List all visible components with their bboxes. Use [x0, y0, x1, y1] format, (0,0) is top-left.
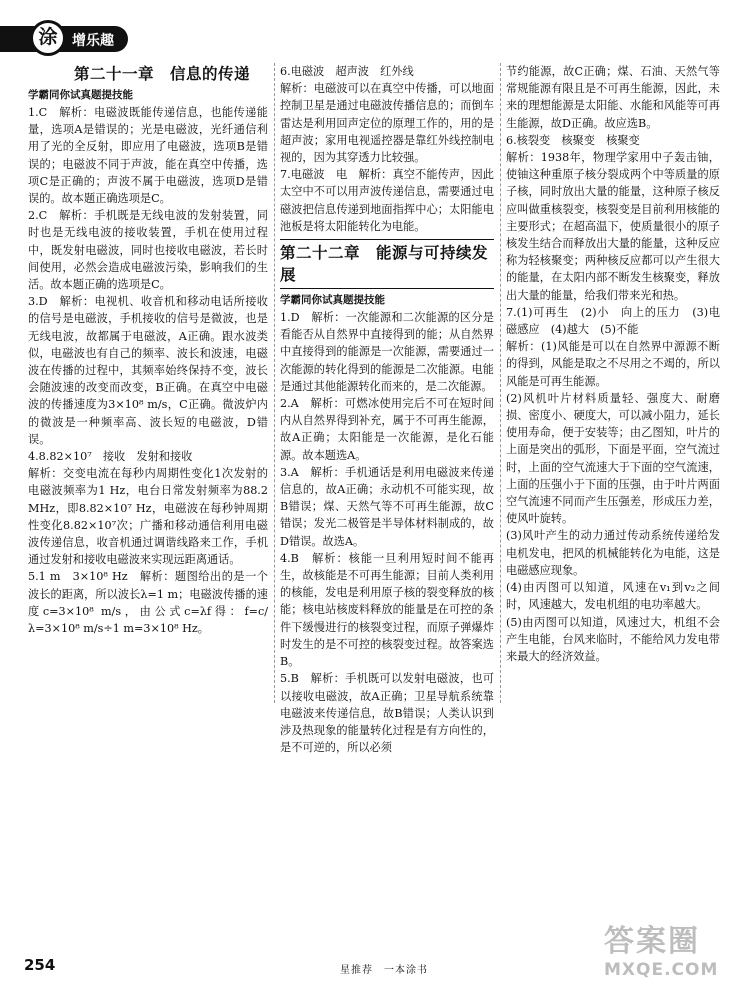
- answer-paragraph: 解析：电磁波可以在真空中传播，可以地面控制卫星是通过电磁波传播信息的；而倒车雷达是利用回声定位的原理工作的，用的是超声波；家用电视遥控器是靠红外线控制电视的，因为其穿透力比较强。: [280, 82, 494, 165]
- answer-paragraph: (4)由丙图可以知道，风速在v₁到v₂之间时，风速越大，发电机组的电功率越大。: [506, 581, 720, 612]
- answer-paragraph: 3.D 解析：电视机、收音机和移动电话所接收的信号是电磁波，手机接收的信号是微波，也是无线电波，故都属于电磁波，A正确。跟水波类似，电磁波也有自己的频率、波长和波速，电磁波在传播的过程中，其频率始终保持不变，波长会随波速的改变而改变，B正确。在真空中电磁波的传播速度为3×10⁸ m/s，C正确。微波炉内的微波是一种频率高、波长短的电磁波，D错误。: [28, 295, 268, 446]
- column-middle: [280, 63, 494, 756]
- answer-paragraph: 5.1 m 3×10⁸ Hz 解析：题图给出的是一个波长的距离，所以波长λ=1 m；电磁波传播的速度c=3×10⁸ m/s，由公式c=λf得：f=c/λ=3×10⁸ m/s÷1 m=3×10⁸ Hz。: [28, 570, 268, 636]
- answer-paragraph: 6.电磁波 超声波 红外线: [280, 65, 414, 78]
- brand-logo-icon: 涂: [30, 20, 66, 56]
- answer-paragraph: 2.A 解析：可燃冰使用完后不可在短时间内从自然界得到补充，属于不可再生能源，故A正确；太阳能是一次能源，是化石能源。故本题选A。: [280, 397, 494, 462]
- brand-header: [0, 18, 130, 58]
- column-divider: [500, 63, 501, 703]
- answer-paragraph: 4.8.82×10⁷ 接收 发射和接收: [28, 450, 193, 464]
- answer-paragraph: 4.B 解析：核能一旦利用短时间不能再生，故核能是不可再生能源；目前人类利用的核能，发电是利用原子核的裂变释放的核能；核电站核废料释放的能量是在可控的条件下缓慢进行的核裂变过程，而原子弹爆炸时发生的是不可控的核裂变过程。故答案选B。: [280, 551, 494, 669]
- column-divider: [274, 63, 275, 703]
- section-title: 学霸同你试真题提技能: [28, 89, 133, 101]
- answer-paragraph: 2.C 解析：手机既是无线电波的发射装置，同时也是无线电波的接收装置，手机在使用过程中，既发射电磁波，同时也接收电磁波，若长时间使用，必然会造成电磁波污染，影响我们的生活。故本题正确的选项是C。: [28, 209, 268, 292]
- chapter-title: 第二十二章 能源与可持续发展: [280, 239, 494, 289]
- brand-text: 增乐趣: [72, 33, 114, 49]
- answer-paragraph: 节约能源，故C正确；煤、石油、天然气等常规能源有限且是不可再生能源，因此，未来的理想能源是太阳能、水能和风能等可再生能源，故D正确。故应选B。: [506, 65, 720, 130]
- answer-paragraph: (3)风叶产生的动力通过传动系统传递给发电机发电，把风的机械能转化为电能，这是电磁感应现象。: [506, 529, 720, 577]
- answer-paragraph: (2)风机叶片材料质量轻、强度大、耐磨损、密度小、硬度大，可以减小阻力，延长使用寿命，便于安装等；由乙图知，叶片的上面是突出的弧形，下面是平面，空气流过时，上面的空气流速大于下面的空气流速，上面的压强小于下面的压强，由于叶片两面空气流速不同而产生压强差，形成压力差，使风叶旋转。: [506, 391, 720, 526]
- column-left: [28, 63, 268, 637]
- answer-paragraph: 7.电磁波 电 解析：真空不能传声，因此太空中不可以用声波传递信息，需要通过电磁波把信息传递到地面指挥中心；太阳能电池板是将太阳能转化为电能。: [280, 168, 494, 233]
- answer-paragraph: 1.C 解析：电磁波既能传递信息，也能传递能量，选项A是错误的；光是电磁波，光纤通信利用了光的全反射，即应用了电磁波，选项B是错误的；电磁波不同于声波，能在真空中传播，选项C是正确的；声波不属于电磁波，选项D是错误的。故本题正确选项是C。: [28, 106, 268, 206]
- answer-paragraph: 解析：(1)风能是可以在自然界中源源不断的得到，风能是取之不尽用之不竭的，所以风能是可再生能源。: [506, 340, 720, 388]
- answer-paragraph: 5.B 解析：手机既可以发射电磁波，也可以接收电磁波，故A正确；卫星导航系统靠电磁波来传递信息，故B错误；人类认识到涉及热现象的能量转化过程是有方向性的，是不可逆的，所以必须: [280, 672, 494, 755]
- watermark-logo: [604, 924, 736, 986]
- section-title: 学霸同你试真题提技能: [280, 294, 385, 307]
- answer-paragraph: 解析：交变电流在每秒内周期性变化1次发射的电磁波频率为1 Hz，电台日常发射频率为88.2 MHz，即8.82×10⁷ Hz，电磁波在每秒钟周期性变化8.82×10⁷次；广播和移动通信利用电磁波传递信息，收音机通过调谐线路来工作，手机通过发射和接收电磁波来实现远距离通话。: [28, 467, 268, 567]
- watermark-url: MXQE.COM: [604, 960, 719, 980]
- answer-paragraph: 3.A 解析：手机通话是利用电磁波来传递信息的，故A正确；永动机不可能实现，故B错误；煤、天然气等不可再生能源，故C错误；发光二极管是半导体材料制成的，故D错误。故选A。: [280, 465, 494, 548]
- answer-paragraph: 解析：1938年，物理学家用中子轰击铀，使铀这种重原子核分裂成两个中等质量的原子核，同时放出大量的能量，这种原子核反应叫做重核裂变，核裂变是目前利用核能的主要形式；在超高温下，使质量很小的原子核发生结合而释放出大量的能量，这种反应称为轻核聚变；两种核反应都可以产生很大的能量，在太阳内部不断发生核聚变，释放出大量的能量，给我们带来光和热。: [506, 151, 720, 302]
- answer-paragraph: 6.核裂变 核聚变 核聚变: [506, 133, 640, 147]
- answer-paragraph: 7.(1)可再生 (2)小 向上的压力 (3)电磁感应 (4)越大 (5)不能: [506, 305, 720, 337]
- column-right: [506, 63, 720, 665]
- page-number: 254: [24, 956, 56, 974]
- footer-text: 星推荐 一本涂书: [340, 965, 428, 976]
- chapter-title: 第二十一章 信息的传递: [74, 65, 251, 83]
- watermark-title: 答案圈: [604, 924, 700, 959]
- answer-paragraph: 1.D 解析：一次能源和二次能源的区分是看能否从自然界中直接得到的能；从自然界中直接得到的能源是一次能源，需要通过一次能源的转化得到的能源是二次能源。电能是通过其他能源转化而来的，是二次能源。: [280, 311, 494, 393]
- answer-paragraph: (5)由丙图可以知道，风速过大，机组不会产生电能，台风来临时，不能给风力发电带来最大的经济效益。: [506, 615, 720, 663]
